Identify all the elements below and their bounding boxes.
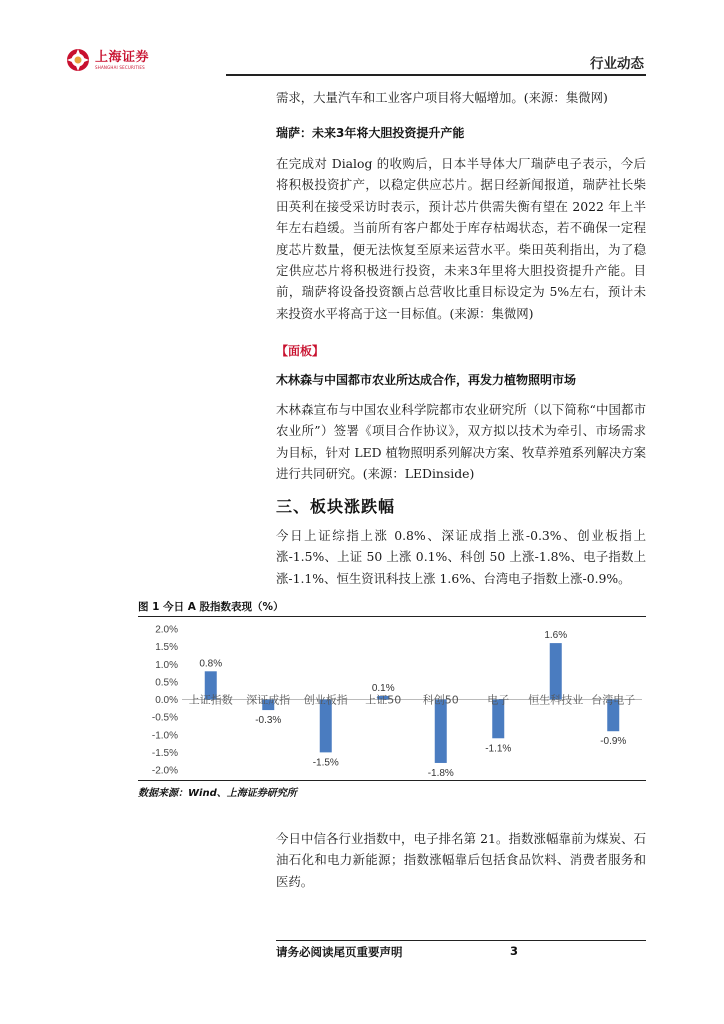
header-divider bbox=[226, 74, 646, 76]
y-tick-label: 0.0% bbox=[155, 695, 178, 706]
panel-tag: 【面板】 bbox=[276, 344, 325, 358]
bar bbox=[550, 643, 562, 699]
x-category-label: 创业板指 bbox=[303, 693, 348, 707]
paragraph-continuation: 需求，大量汽车和工业客户项目将大幅增加。(来源：集微网) bbox=[276, 90, 608, 105]
renesas-heading: 瑞萨：未来3年将大胆投资提升产能 bbox=[276, 126, 465, 140]
x-category-label: 深证成指 bbox=[246, 693, 291, 707]
page-header bbox=[66, 48, 646, 76]
industry-paragraph: 今日中信各行业指数中，电子排名第 21。指数涨幅靠前为煤炭、石油石化和电力新能源；指数涨幅靠后包括食品饮料、消费者服务和医药。 bbox=[276, 831, 646, 889]
logo-text: 上海证券 bbox=[95, 49, 150, 65]
index-bar-chart bbox=[138, 618, 646, 778]
y-tick-label: 1.0% bbox=[155, 659, 178, 671]
figure-title: 图 1 今日 A 股指数表现（%） bbox=[138, 601, 284, 613]
x-category-label: 上证50 bbox=[365, 693, 402, 707]
figure-source: 数据来源：Wind、上海证券研究所 bbox=[138, 788, 297, 799]
footer-disclaimer: 请务必阅读尾页重要声明 bbox=[276, 945, 403, 959]
data-label: -1.1% bbox=[485, 743, 512, 755]
y-tick-label: -1.5% bbox=[151, 747, 178, 759]
data-label: 0.1% bbox=[371, 682, 395, 694]
data-label: 1.6% bbox=[544, 630, 568, 642]
mulinsen-paragraph: 木林森宣布与中国农业科学院都市农业研究所（以下简称“中国都市农业所”）签署《项目合作协议》，双方拟以技术为牵引、市场需求为目标，针对 LED 植物照明系列解决方案、牧草养殖系列解决方案进行共同研究。(来源：LEDinside) bbox=[276, 402, 646, 482]
x-category-label: 电子 bbox=[487, 693, 510, 707]
data-label: -1.5% bbox=[312, 757, 339, 769]
data-label: -0.3% bbox=[255, 715, 282, 727]
footer-divider bbox=[276, 940, 646, 941]
mulinsen-heading: 木林森与中国都市农业所达成合作，再发力植物照明市场 bbox=[276, 373, 577, 387]
figure-top-rule bbox=[138, 616, 646, 617]
logo-subtext: SHANGHAI SECURITIES bbox=[95, 64, 145, 70]
report-category: 行业动态 bbox=[590, 56, 644, 72]
page-number: 3 bbox=[510, 944, 519, 958]
x-category-label: 上证指数 bbox=[188, 693, 233, 707]
section-title: 三、板块涨跌幅 bbox=[276, 497, 396, 516]
bar bbox=[435, 700, 447, 763]
market-paragraph: 今日上证综指上涨 0.8%、深证成指上涨-0.3%、创业板指上涨-1.5%、上证 50 上涨 0.1%、科创 50 上涨-1.8%、电子指数上涨-1.1%、恒生资讯科技上涨 1.6%、台湾电子指数上涨-0.9%。 bbox=[276, 528, 646, 586]
data-label: 0.8% bbox=[199, 658, 223, 670]
figure-bottom-rule bbox=[138, 780, 646, 781]
x-category-label: 台湾电子 bbox=[591, 693, 636, 707]
bar bbox=[320, 700, 332, 753]
y-tick-label: -2.0% bbox=[151, 765, 178, 777]
data-label: -1.8% bbox=[427, 767, 454, 778]
x-category-label: 科创50 bbox=[422, 693, 459, 707]
y-tick-label: -1.0% bbox=[151, 730, 178, 742]
renesas-paragraph: 在完成对 Dialog 的收购后，日本半导体大厂瑞萨电子表示，今后将积极投资扩产，以稳定供应芯片。据日经新闻报道，瑞萨社长柴田英利在接受采访时表示，预计芯片供需失衡有望在 2022 年上半年左右趋缓。当前所有客户都处于库存枯竭状态，若不确保一定程度芯片数量，便无法恢复至原来运营水平。柴田英利指出，为了稳定供应芯片将积极进行投资，未来3年里将大胆投资提升产能。目前，瑞萨将设备投资额占总营收比重目标设定为 5%左右，预计未来投资水平将高于这一目标值。(来源：集微网) bbox=[276, 156, 646, 321]
x-category-label: 恒生科技业 bbox=[528, 693, 584, 707]
y-tick-label: -0.5% bbox=[151, 712, 178, 724]
y-tick-label: 2.0% bbox=[155, 624, 178, 636]
y-tick-label: 0.5% bbox=[155, 677, 178, 689]
logo-emblem-icon bbox=[66, 48, 90, 72]
data-label: -0.9% bbox=[600, 736, 627, 748]
company-logo bbox=[66, 48, 149, 72]
y-tick-label: 1.5% bbox=[155, 642, 178, 654]
